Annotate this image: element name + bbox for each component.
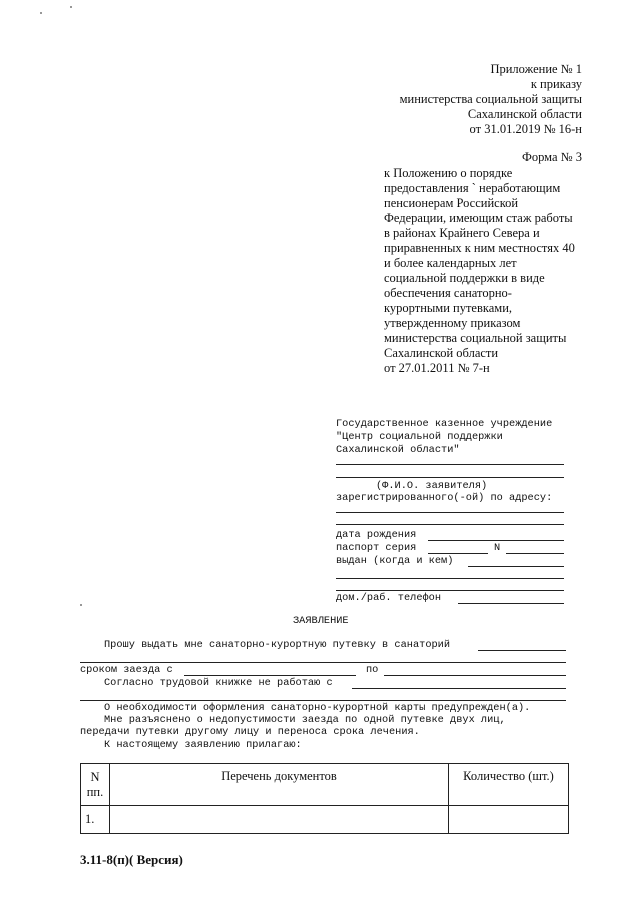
regulation-line: в районах Крайнего Севера и [384, 226, 540, 240]
fio-field-line [336, 477, 564, 478]
scan-speck [40, 12, 42, 14]
attach-text: К настоящему заявлению прилагаю: [104, 739, 302, 751]
arrival-from-field-line [184, 675, 356, 676]
regulation-line: предоставления ` неработающим [384, 181, 561, 195]
regulation-line: Федерации, имеющим стаж работы [384, 211, 573, 225]
regulation-line: пенсионерам Российской [384, 196, 519, 210]
explained-text: передачи путевки другому лицу и переноса срока лечения. [80, 726, 420, 738]
statement-title: ЗАЯВЛЕНИЕ [293, 615, 349, 627]
work-book-text: Согласно трудовой книжке не работаю с [104, 677, 333, 689]
registered-label: зарегистрированного(-ой) по адресу: [336, 492, 553, 504]
explained-text: Мне разъяснено о недопустимости заезда по одной путевке двух лиц, [104, 714, 506, 726]
header-num-line: пп. [86, 784, 104, 799]
appendix-title: Приложение № 1 [490, 62, 582, 76]
scan-speck [70, 6, 72, 8]
table-cell-doc [110, 806, 449, 834]
regulation-line: министерства социальной защиты [384, 331, 567, 345]
issued-by-field-line [336, 578, 564, 579]
request-text: Прошу выдать мне санаторно-курортную путевку в санаторий [104, 639, 451, 651]
regulation-line: курортными путевками, [384, 301, 513, 315]
passport-series-label: паспорт серия [336, 542, 417, 554]
work-book-field-line [80, 700, 566, 701]
form-number: Форма № 3 [522, 150, 582, 164]
header-num-line: N [90, 769, 100, 784]
phone-label: дом./раб. телефон [336, 592, 442, 604]
footer-code: 3.11-8(п)( Версия) [80, 852, 183, 867]
table-header-row [81, 764, 569, 806]
regulation-line: Сахалинской области [384, 346, 499, 360]
regulation-line: социальной поддержки в виде [384, 271, 545, 285]
work-book-field-line [352, 688, 566, 689]
regulation-line: и более календарных лет [384, 256, 517, 270]
appendix-line: Сахалинской области [467, 107, 582, 121]
fio-label: (Ф.И.О. заявителя) [376, 480, 488, 492]
birth-date-field-line [428, 540, 564, 541]
addressee-org-line: Государственное казенное учреждение [336, 418, 553, 430]
table-cell-qty [449, 806, 569, 834]
appendix-line: министерства социальной защиты [399, 92, 582, 106]
regulation-line: утвержденному приказом [384, 316, 521, 330]
phone-field-line [458, 603, 564, 604]
addressee-org-line: Сахалинской области" [336, 444, 460, 456]
address-field-line [336, 524, 564, 525]
addressee-org-line: "Центр социальной поддержки [336, 431, 503, 443]
address-field-line [336, 512, 564, 513]
header-num [81, 764, 110, 806]
appendix-block [322, 62, 582, 137]
regulation-line: приравненных к ним местностях 40 [384, 241, 575, 255]
warning-text: О необходимости оформления санаторно-курортной карты предупрежден(а). [104, 702, 531, 714]
regulation-line: от 27.01.2011 № 7-н [384, 361, 490, 375]
table-row [81, 806, 569, 834]
passport-number-field-line [506, 553, 564, 554]
header-docs: Перечень документов [110, 764, 449, 806]
issued-by-label: выдан (когда и кем) [336, 555, 454, 567]
issued-by-field-line [468, 566, 564, 567]
passport-number-label: N [494, 542, 501, 554]
scan-speck [80, 604, 82, 606]
passport-series-field-line [428, 553, 488, 554]
appendix-line: к приказу [530, 77, 582, 91]
regulation-line: обеспечения санаторно- [384, 286, 512, 300]
arrival-to-field-line [384, 675, 566, 676]
blank-line [336, 464, 564, 465]
sanatorium-field-line [80, 662, 566, 663]
regulation-block [384, 166, 584, 376]
documents-table [80, 763, 569, 834]
header-qty: Количество (шт.) [449, 764, 569, 806]
arrival-from-label: сроком заезда с [80, 664, 173, 676]
sanatorium-field-line [478, 650, 566, 651]
birth-date-label: дата рождения [336, 529, 417, 541]
issued-by-field-line [336, 590, 564, 591]
table-cell-num: 1. [81, 806, 110, 834]
regulation-line: к Положению о порядке [384, 166, 513, 180]
appendix-line: от 31.01.2019 № 16-н [469, 122, 582, 136]
arrival-to-label: по [366, 664, 379, 676]
